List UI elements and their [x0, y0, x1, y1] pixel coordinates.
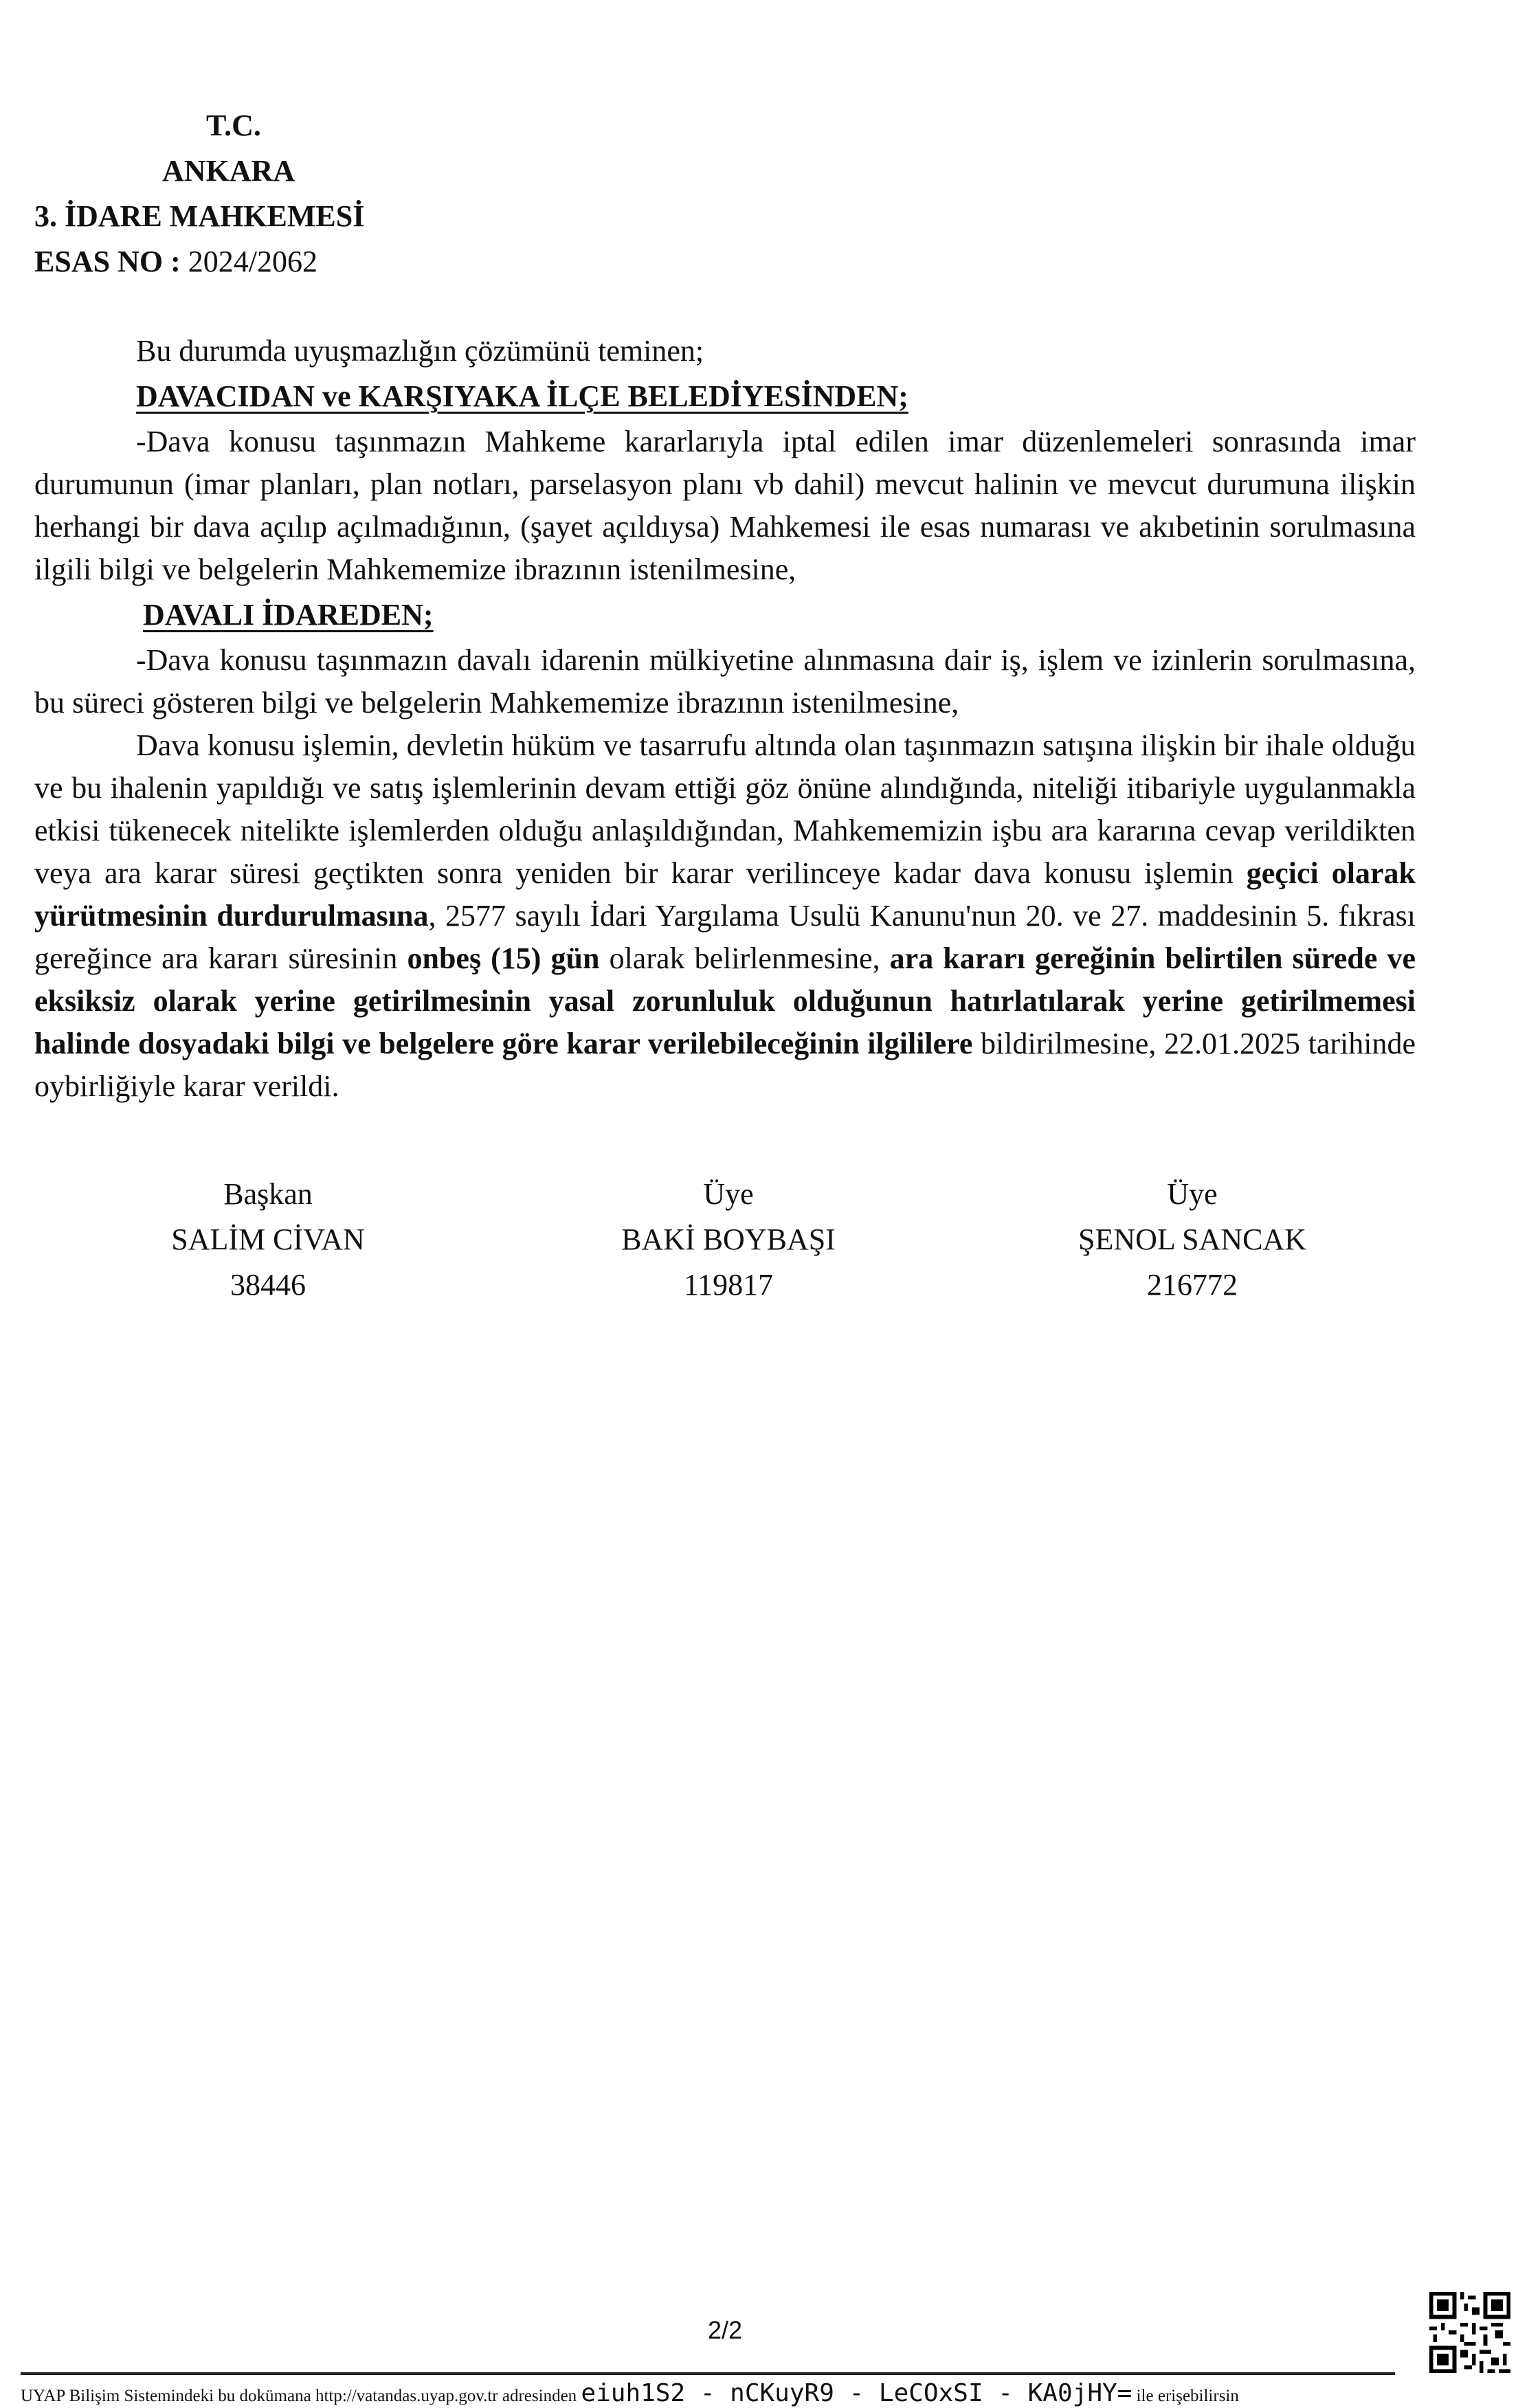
decision-bold-2: onbeş (15) gün [407, 941, 600, 975]
document-header [34, 103, 364, 285]
signature-number: 216772 [1147, 1268, 1238, 1302]
decision-bold-3: ara kararı gereğinin belirtilen sürede ve eksiksiz olarak yerine getirilmesinin yasal zorunluluk olduğunun hatırlatılarak yerine getirilmemesi halinde dosyadaki bilgi ve belgelere göre karar verilebileceğinin ilgililere [34, 941, 1416, 1060]
footer-divider [21, 2372, 1395, 2375]
signature-name: BAKİ BOYBAŞI [621, 1223, 836, 1256]
signature-president [89, 1172, 447, 1308]
signature-role: Üye [1167, 1177, 1218, 1211]
paragraph-decision [34, 724, 1416, 1108]
decision-text-3: olarak belirlenmesine, [599, 941, 890, 975]
paragraph-defendant: -Dava konusu taşınmazın davalı idarenin mülkiyetine alınmasına dair iş, işlem ve izinlerin sorulmasına, bu süreci gösteren bilgi ve belgelerin Mahkememize ibrazının istenilmesine, [34, 643, 1416, 720]
footer-verification [21, 2379, 1239, 2407]
qr-code-icon [1429, 2292, 1510, 2373]
signature-member-1 [550, 1172, 907, 1308]
footer-suffix: ile erişebilirsin [1132, 2387, 1239, 2405]
court-name: 3. İDARE MAHKEMESİ [34, 199, 365, 233]
signature-number: 119817 [683, 1268, 774, 1302]
document-body [34, 330, 1416, 1108]
footer-prefix: UYAP Bilişim Sistemindeki bu dokümana http://vatandas.uyap.gov.tr adresinden [21, 2387, 581, 2405]
header-tc: T.C. [206, 109, 261, 142]
case-number-value: 2024/2062 [180, 245, 317, 278]
signature-member-2 [1014, 1172, 1371, 1308]
decision-text-1: Dava konusu işlemin, devletin hüküm ve tasarrufu altında olan taşınmazın satışına ilişkin bir ihale olduğu ve bu ihalenin yapıldığı ve satış işlemlerinin devam ettiği göz önüne alındığında, niteliği itibariyle uygulanmakla etkisi tükenecek nitelikte işlemlerden olduğu anlaşıldığından, Mahkememizin işbu ara kararına cevap verildikten veya ara karar süresi geçtikten sonra yeniden bir karar verilinceye kadar dava konusu işlemin [34, 728, 1416, 890]
signature-name: SALİM CİVAN [171, 1223, 365, 1256]
heading-plaintiff: DAVACIDAN ve KARŞIYAKA İLÇE BELEDİYESİNDEN; [136, 379, 908, 413]
heading-defendant: DAVALI İDAREDEN; [143, 598, 434, 632]
signature-number: 38446 [230, 1268, 306, 1302]
decision-bold-1: geçici olarak yürütmesinin durdurulmasına [34, 856, 1416, 933]
signature-name: ŞENOL SANCAK [1078, 1223, 1307, 1256]
decision-text-2: , 2577 sayılı İdari Yargılama Usulü Kanunu'nun 20. ve 27. maddesinin 5. fıkrası gereğince ara kararı süresinin [34, 899, 1416, 975]
decision-text-4: bildirilmesine, 22.01.2025 tarihinde oybirliğiyle karar verildi. [34, 1027, 1416, 1103]
verification-code: eiuh1S2 - nCKuyR9 - LeCOxSI - KA0jHY= [581, 2379, 1132, 2407]
signature-role: Başkan [223, 1177, 313, 1211]
case-number [34, 239, 364, 285]
case-number-label: ESAS NO : [34, 245, 181, 278]
signature-role: Üye [703, 1177, 754, 1211]
paragraph-plaintiff: -Dava konusu taşınmazın Mahkeme kararlarıyla iptal edilen imar düzenlemeleri sonrasında imar durumunun (imar planları, plan notları, parselasyon planı vb dahil) mevcut halinin ve mevcut durumuna ilişkin herhangi bir dava açılıp açılmadığının, (şayet açıldıysa) Mahkemesi ile esas numarası ve akıbetinin sorulmasına ilgili bilgi ve belgelerin Mahkememize ibrazının istenilmesine, [34, 425, 1416, 586]
page-number: 2/2 [708, 2316, 743, 2344]
intro-paragraph: Bu durumda uyuşmazlığın çözümünü teminen; [136, 334, 704, 368]
header-city: ANKARA [162, 154, 295, 188]
